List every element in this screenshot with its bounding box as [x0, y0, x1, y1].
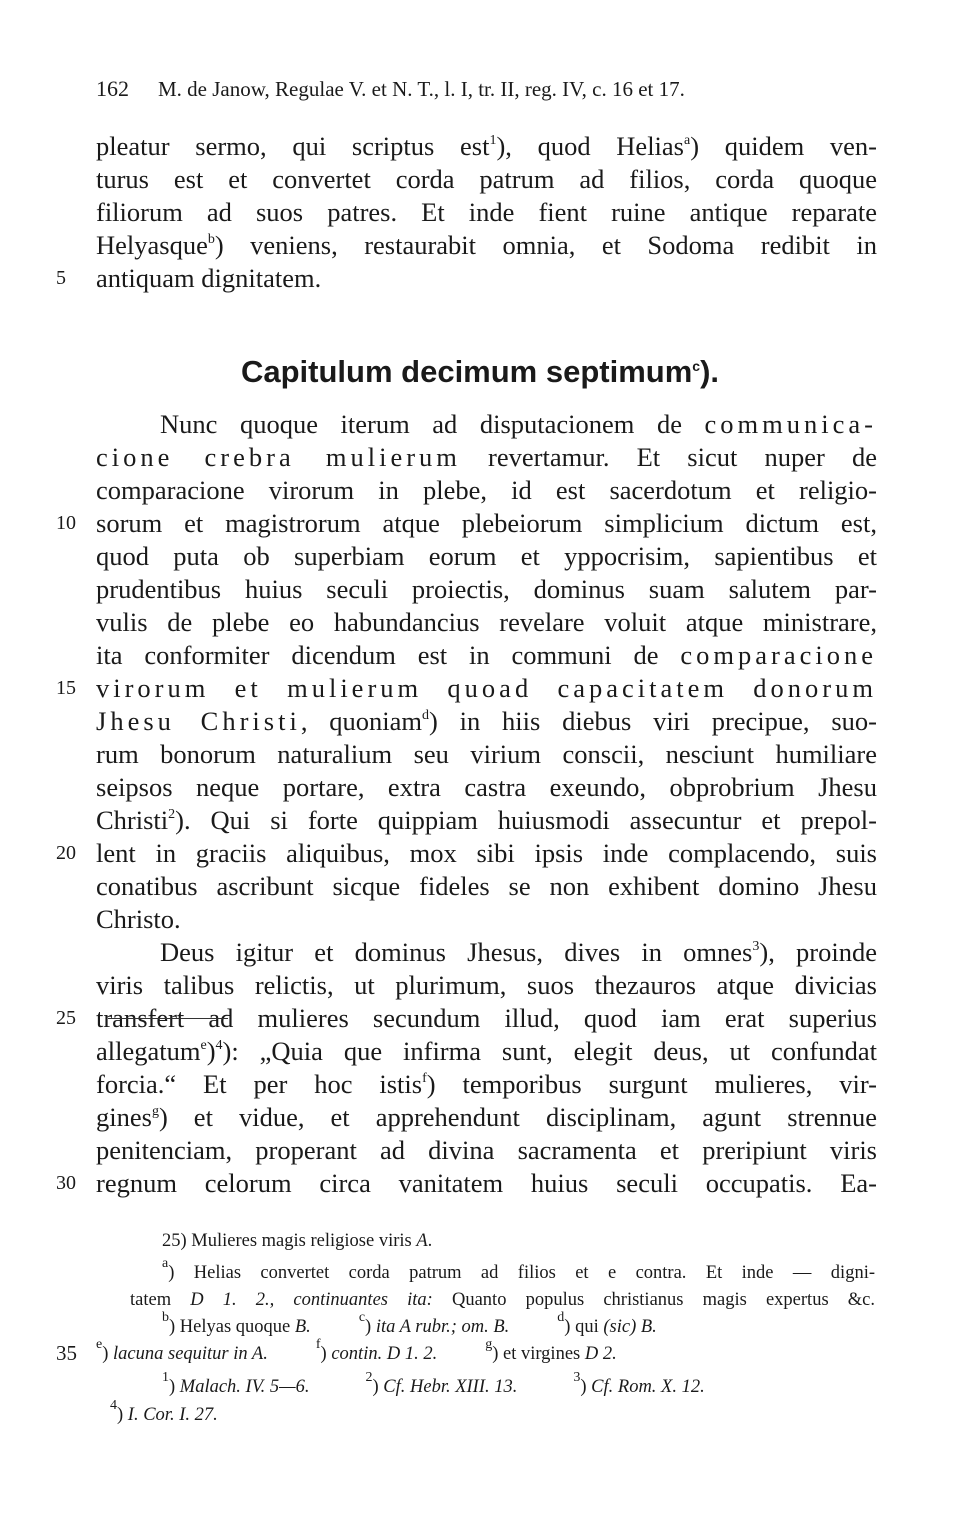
text-line-7: cione crebra mulierum revertamur. Et sicut nuper de	[96, 442, 877, 472]
text-line-2: turus est et convertet corda patrum ad filios, corda quoque	[96, 164, 877, 194]
text-line-23: viris talibus relictis, ut plurimum, suos thezauros atque divicias	[96, 970, 877, 1000]
text-line-10: quod puta ob superbiam eorum et yppocrisim, sapientibus et	[96, 541, 877, 571]
footnote-ref: b	[207, 232, 215, 247]
footnote-a: $^a$) Helias convertet corda patrum ad filios et e contra. Et inde — digni-	[162, 1256, 875, 1283]
text-line-13: ita conformiter dicendum est in communi de comparacione	[96, 640, 877, 670]
footnote-ref: e	[200, 1038, 207, 1053]
line-number: 30	[56, 1172, 76, 1194]
line-number: 10	[56, 512, 76, 534]
text-line-28: penitenciam, properant ad divina sacramenta et preripiunt viris	[96, 1135, 877, 1165]
footnote-separator	[108, 1018, 228, 1019]
line-number: 5	[56, 267, 66, 289]
text-line-17: seipsos neque portare, extra castra exeundo, obprobrium Jhesu	[96, 772, 877, 802]
footnote-1-2-3: $^1$) Malach. IV. 5—6. $^2$) Cf. Hebr. XIII. 13. $^3$) Cf. Rom. X. 12.	[162, 1370, 705, 1397]
line-number: 35	[56, 1341, 77, 1365]
line-number: 20	[56, 842, 76, 864]
text-line-3: filiorum ad suos patres. Et inde fient ruine antique reparate	[96, 197, 877, 227]
footnote-ref: 4	[215, 1038, 223, 1053]
footnote-a-continued: tatem D 1. 2., continuantes ita: Quanto populus christianus magis expertus &c.	[130, 1290, 876, 1310]
footnote-ref: g	[151, 1104, 159, 1119]
text-line-11: prudentibus huius seculi proiectis, dominus suam salutem par-	[96, 574, 877, 604]
chapter-heading: Capitulum decimum septimum$^c$).	[240, 354, 720, 389]
text-line-25: allegatum$^e$)$^4$): „Quia que infirma sunt, elegit deus, ut confundat	[96, 1036, 877, 1066]
footnote-ref: 2	[168, 807, 176, 822]
footnote-ref: a	[684, 133, 691, 148]
footnote-ref: 1	[489, 133, 497, 148]
text-line-21: Christo.	[96, 904, 181, 934]
text-line-8: comparacione virorum in plebe, id est sacerdotum et religio-	[96, 475, 877, 505]
text-line-18: Christi$^2$). Qui si forte quippiam huiusmodi assecuntur et prepol-	[96, 805, 877, 835]
text-line-22: Deus igitur et dominus Jhesus, dives in omnes$^3$), proinde	[160, 937, 877, 967]
footnote-25: 25) Mulieres magis religiose viris A.	[162, 1231, 433, 1251]
text-line-1: pleatur sermo, qui scriptus est$^1$), quod Helias$^a$) quidem ven-	[96, 131, 877, 161]
text-line-27: gines$^g$) et vidue, et apprehendunt disciplinam, agunt strennue	[96, 1102, 877, 1132]
text-line-16: rum bonorum naturalium seu virium conscii, nesciunt humiliare	[96, 739, 877, 769]
running-title: M. de Janow, Regulae V. et N. T., l. I, tr. II, reg. IV, c. 16 et 17.	[158, 77, 685, 101]
footnote-ref: d	[422, 708, 430, 723]
footnote-b-c-d: $^b$) Helyas quoque B. $^c$) ita A rubr.; om. B. $^d$) qui (sic) B.	[162, 1310, 657, 1337]
text-line-15: Jhesu Christi, quoniam$^d$) in hiis diebus viri precipue, suo-	[96, 706, 877, 736]
text-line-29: regnum celorum circa vanitatem huius seculi occupatis. Ea-	[96, 1168, 877, 1198]
footnote-ref: c	[692, 358, 701, 374]
footnote-4: $^4$) I. Cor. I. 27.	[110, 1398, 218, 1425]
text-line-9: sorum et magistrorum atque plebeiorum simplicium dictum est,	[96, 508, 877, 538]
line-number: 15	[56, 677, 76, 699]
text-line-6: Nunc quoque iterum ad disputacionem de communica-	[160, 409, 877, 439]
text-line-26: forcia.“ Et per hoc istis$^f$) temporibus surgunt mulieres, vir-	[96, 1069, 877, 1099]
line-number: 25	[56, 1007, 76, 1029]
footnote-ref: f	[422, 1071, 427, 1086]
running-header	[96, 76, 685, 102]
footnote-e-f-g: $^e$) lacuna sequitur in A. $^f$) contin. D 1. 2. $^g$) et virgines D 2.	[96, 1337, 617, 1364]
text-line-12: vulis de plebe eo habundancius revelare voluit atque ministrare,	[96, 607, 877, 637]
text-line-5: antiquam dignitatem.	[96, 263, 322, 293]
page-number: 162	[96, 76, 129, 101]
text-line-20: conatibus ascribunt sicque fideles se non exhibent domino Jhesu	[96, 871, 877, 901]
footnote-ref: 3	[752, 939, 760, 954]
text-line-19: lent in graciis aliquibus, mox sibi ipsis inde complacendo, suis	[96, 838, 877, 868]
text-line-4: Helyasque$^b$) veniens, restaurabit omnia, et Sodoma redibit in	[96, 230, 877, 260]
text-line-24: transfert ad mulieres secundum illud, quod iam erat superius	[96, 1003, 877, 1033]
text-line-14: virorum et mulierum quoad capacitatem donorum	[96, 673, 877, 703]
